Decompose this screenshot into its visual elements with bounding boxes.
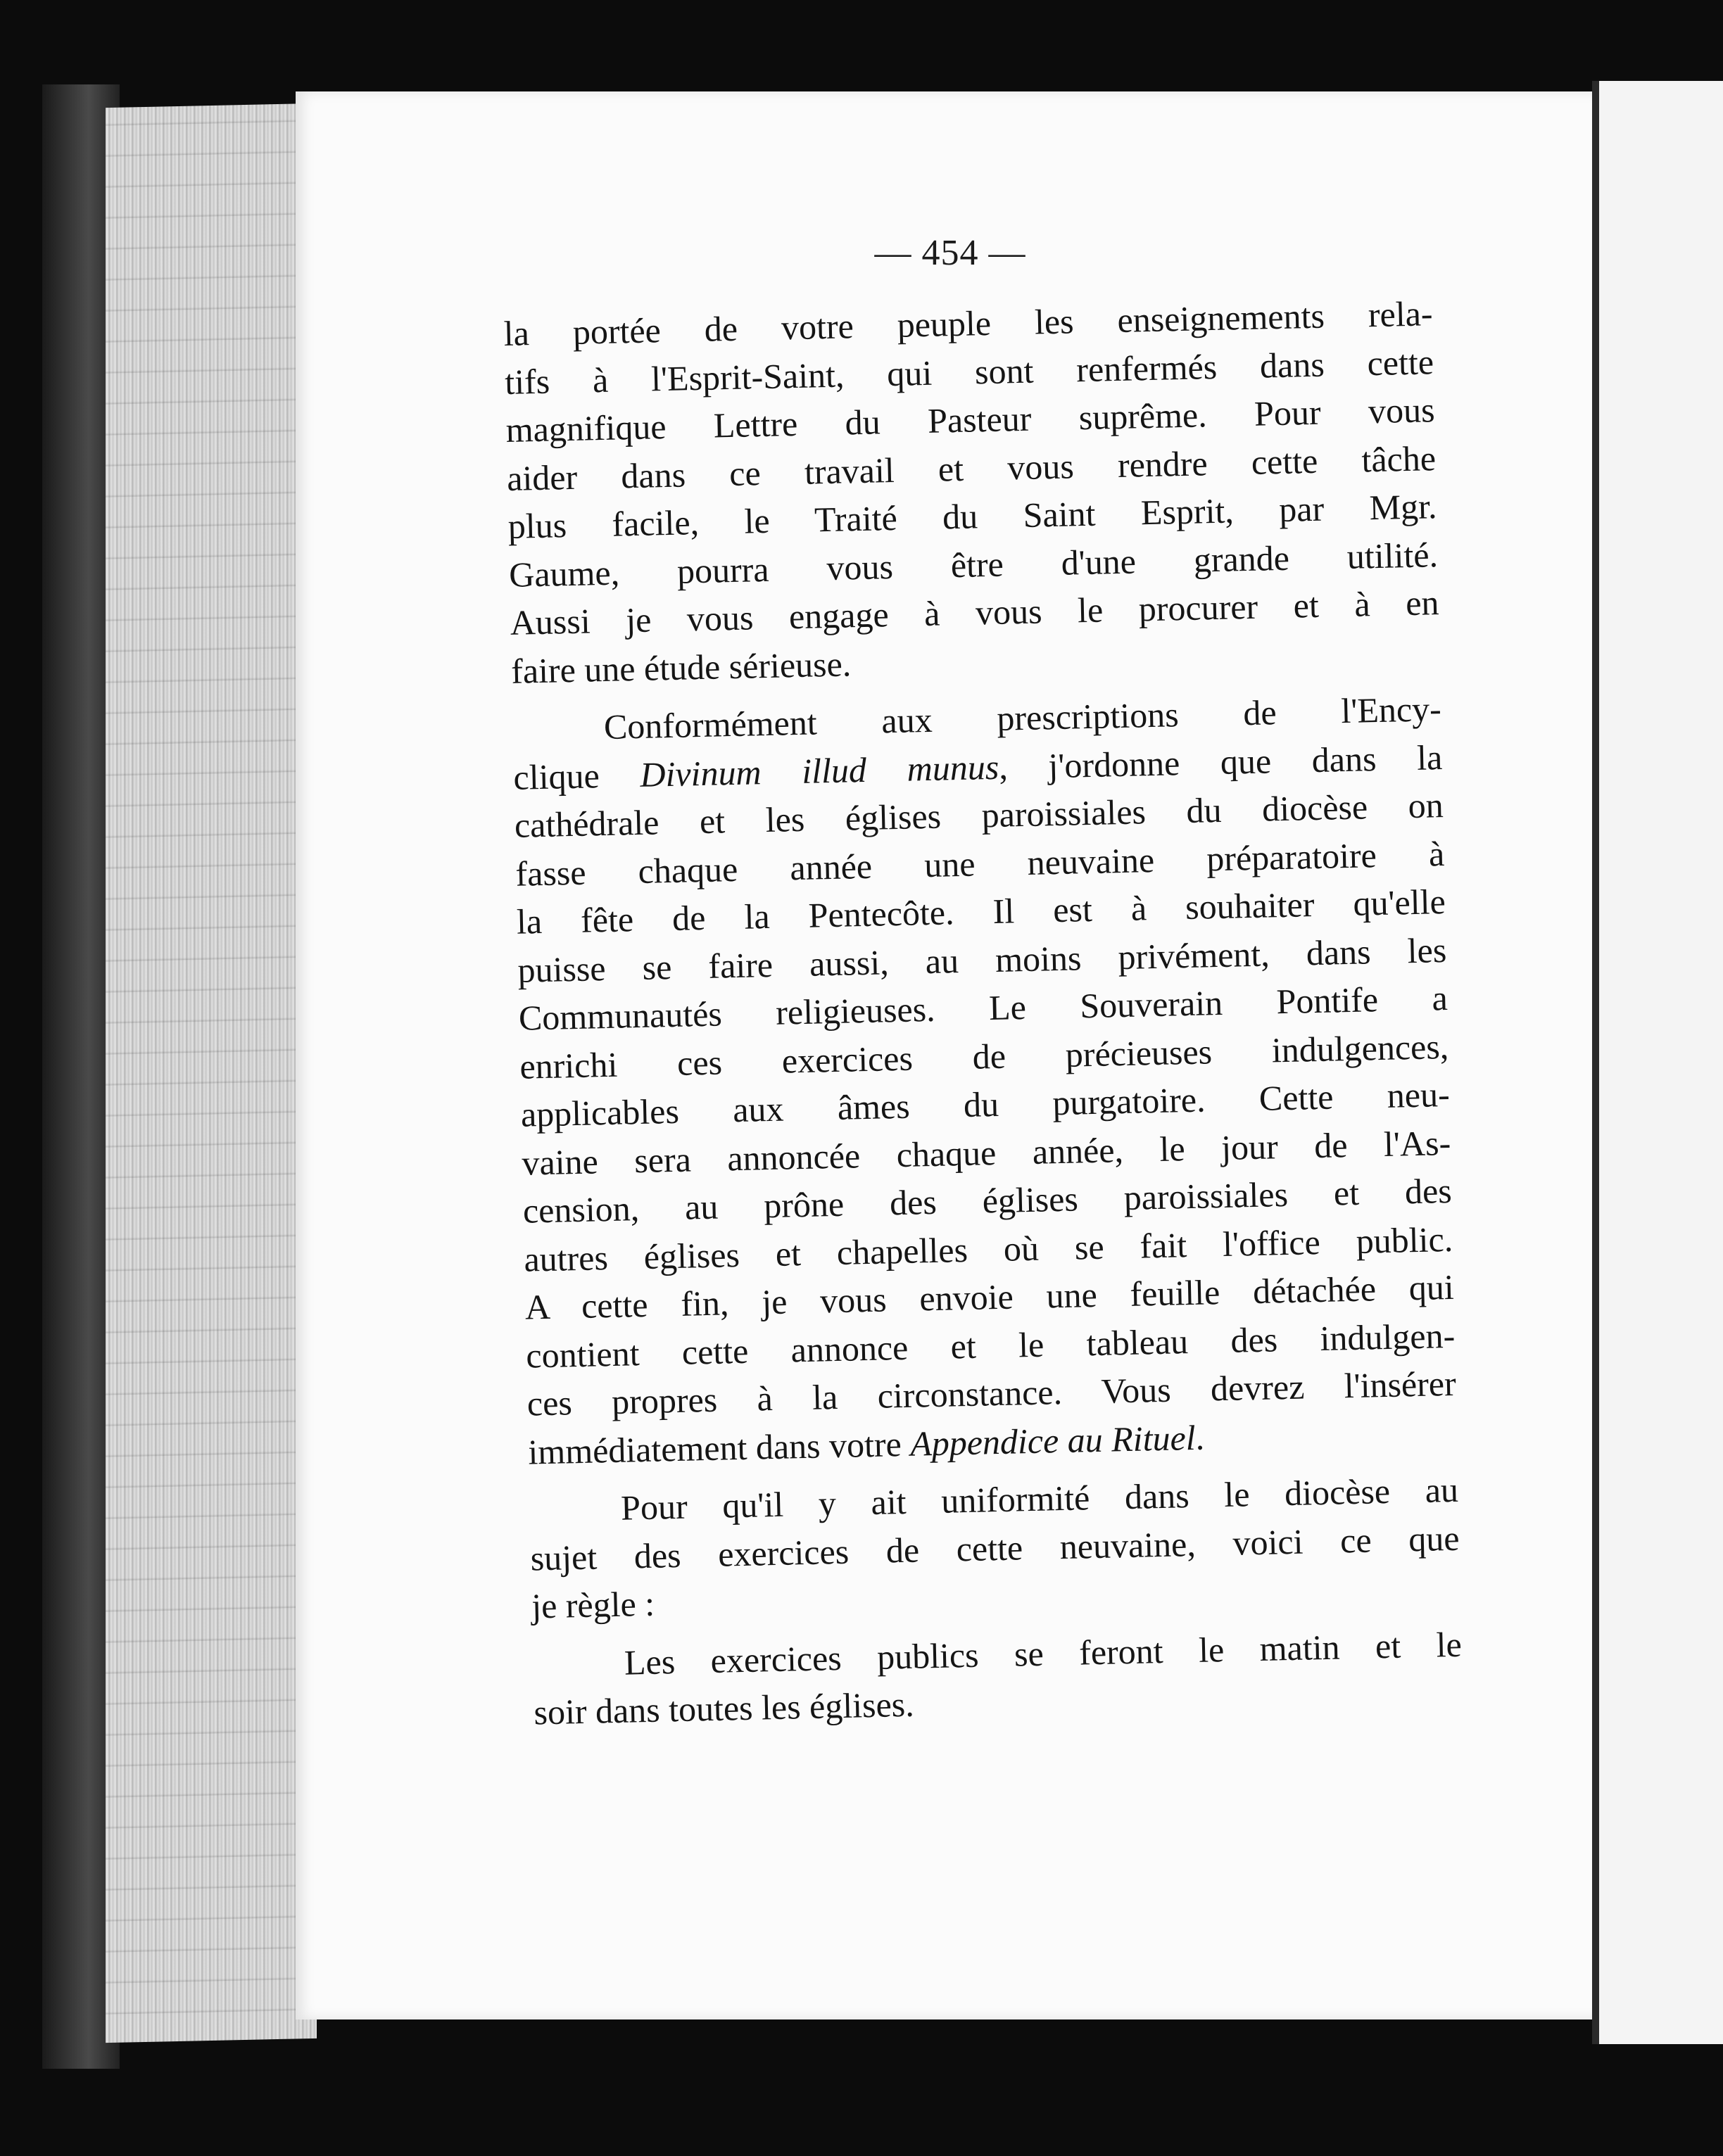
italic-title: Divinum illud munus [639, 747, 999, 794]
text-line: A cette fin, je vous envoie une feuille détachée qui [524, 1267, 1455, 1327]
text-line: Les exercices publics se feront le matin et le [624, 1624, 1463, 1682]
body-text [503, 289, 1463, 1737]
facing-page-edge [1592, 81, 1723, 2044]
text-line: Conformément aux prescriptions de l'Ency- [603, 689, 1442, 747]
text-line: puisse se faire aussi, au moins privément, dans les [517, 930, 1447, 990]
text-line: faire une étude sérieuse. [510, 643, 852, 691]
text-line: ces propres à la circonstance. Vous devrez l'insérer [526, 1363, 1457, 1423]
text-line: contient cette annonce et le tableau des indulgen- [525, 1315, 1456, 1376]
text-run: immédiatement dans votre [527, 1423, 911, 1472]
text-line: Pour qu'il y ait uniformité dans le diocèse au [620, 1469, 1459, 1528]
text-line: sujet des exercices de cette neuvaine, voici ce que [530, 1518, 1460, 1578]
text-line: la fête de la Pentecôte. Il est à souhaiter qu'elle [516, 882, 1446, 941]
text-line: vaine sera annoncée chaque année, le jour de l'As- [521, 1122, 1451, 1183]
text-line: magnifique Lettre du Pasteur suprême. Pour vous [505, 390, 1436, 450]
paragraph [503, 289, 1441, 695]
text-line: cension, au prône des églises paroissiales et des [522, 1170, 1453, 1231]
page-number: — 454 — [874, 233, 1026, 273]
text-line: enrichi ces exercices de précieuses indulgences, [519, 1026, 1449, 1086]
text-run: clique [512, 754, 640, 797]
text-line: applicables aux âmes du purgatoire. Cette neu- [520, 1074, 1451, 1134]
text-run: . [1194, 1417, 1205, 1457]
text-line: plus facile, le Traité du Saint Esprit, par Mgr. [507, 486, 1438, 546]
text-line: Communautés religieuses. Le Souverain Pontife a [518, 977, 1449, 1038]
text-line: la portée de votre peuple les enseignements rela- [503, 293, 1434, 353]
text-line: autres églises et chapelles où se fait l'office public. [523, 1219, 1453, 1279]
text-line: Gaume, pourra vous être d'une grande utilité. [508, 534, 1439, 595]
paragraph [512, 685, 1458, 1476]
text-line: je règle : [531, 1583, 655, 1626]
text-line: fasse chaque année une neuvaine préparatoire à [515, 833, 1445, 894]
text-line: Aussi je vous engage à vous le procurer et à en [510, 583, 1440, 642]
text-line: aider dans ce travail et vous rendre cette tâche [506, 438, 1437, 498]
italic-title: Appendice au Rituel [909, 1417, 1197, 1464]
text-line: cathédrale et les églises paroissiales du diocèse on [514, 785, 1444, 845]
text-run: , j'ordonne que dans la [998, 737, 1443, 787]
text-line: tifs à l'Esprit-Saint, qui sont renfermés dans cette [504, 341, 1434, 402]
paragraph [529, 1466, 1460, 1630]
text-line: soir dans toutes les églises. [533, 1684, 915, 1732]
page-stack-edges [106, 103, 317, 2043]
paragraph [532, 1620, 1463, 1737]
